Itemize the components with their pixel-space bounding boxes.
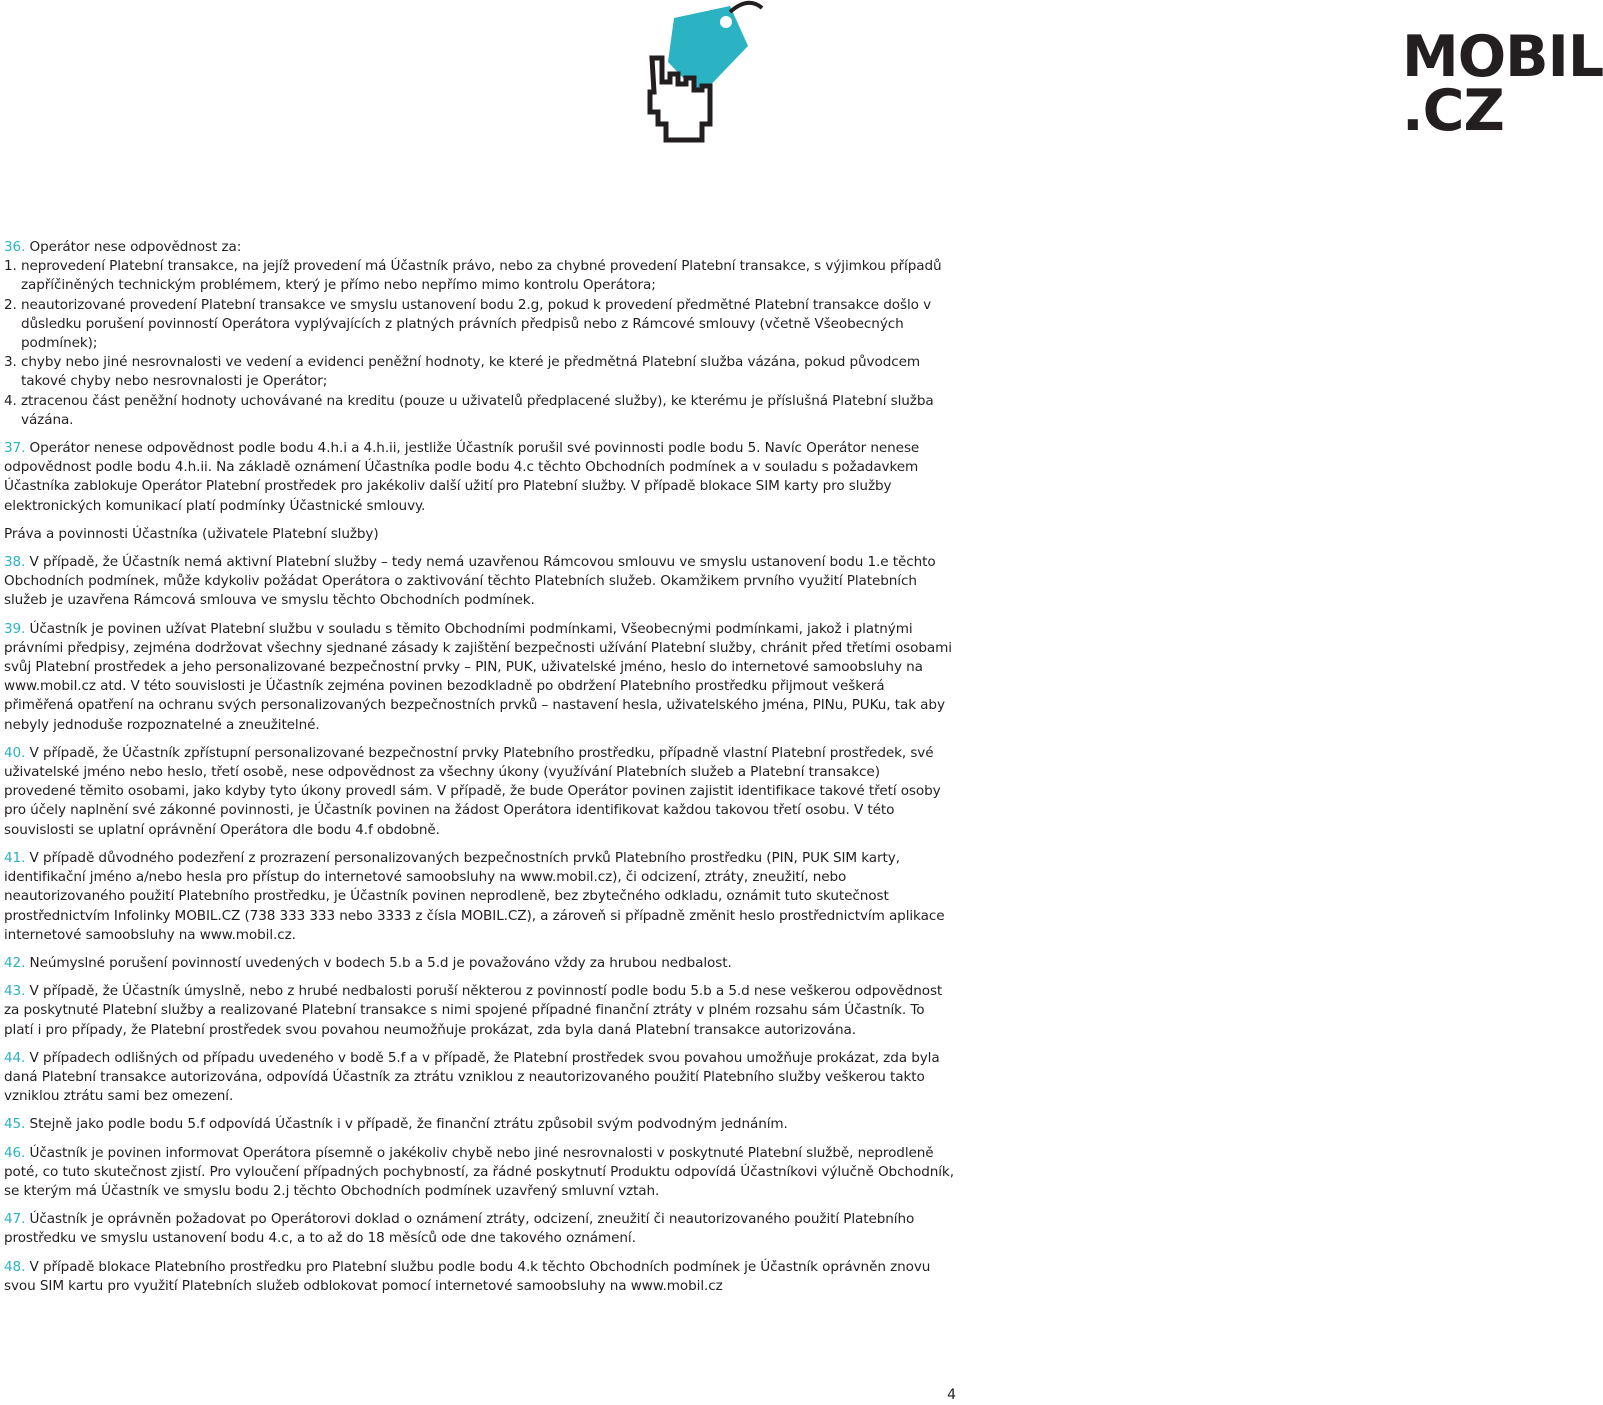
clause-text: Účastník je povinen užívat Platební službu v souladu s těmito Obchodními podmínkami, Všeobecnými podmínkami, jakož i platnými právními předpisy, zejména dodržovat všechny sjednané zásady k zajištění bezpečnosti užívání Platební služby, chránit před třetími osobami svůj Platební prostředek a jeho personalizované bezpečnostní prvky – PIN, PUK, uživatelské jméno, heslo do internetové samoobsluhy na www.mobil.cz atd. V této souvislosti je Účastník zejména povinen bezodkladně po obdržení Platebního prostředku přijmout veškerá přiměřená opatření na ochranu svých personalizovaných bezpečnostních prvků – nastavení hesla, uživatelského jména, PINu, PUKu, tak aby nebyly jednoduše rozpoznatelné a zneužitelné.: [4, 620, 952, 733]
clause-number: 45.: [4, 1116, 26, 1133]
clause-36: [4, 238, 954, 257]
clause-46: [4, 1144, 954, 1202]
clause-number: 37.: [4, 440, 26, 457]
clause-number: 42.: [4, 954, 26, 971]
clause-number: 38.: [4, 554, 26, 571]
clause-text: Operátor nenese odpovědnost podle bodu 4.h.i a 4.h.ii, jestliže Účastník porušil své povinnosti podle bodu 5. Navíc Operátor nenese odpovědnost podle bodu 4.h.ii. Na základě oznámení Účastníka podle bodu 4.c těchto Obchodních podmínek a v souladu s požadavkem Účastníka zablokuje Operátor Platební prostředek pro jakékoliv další užití pro Platební služby. V případě blokace SIM karty pro služby elektronických komunikací platí podmínky Účastnické smlouvy.: [4, 440, 920, 514]
clause-number: 43.: [4, 983, 26, 1000]
clause-text: Operátor nese odpovědnost za:: [25, 239, 242, 255]
clause-42: [4, 954, 954, 973]
clause-text: Účastník je povinen informovat Operátora písemně o jakékoliv chybě nebo jiné nesrovnalosti v poskytnuté Platební službě, neprodleně poté, co tuto skutečnost zjistí. Pro vyloučení případných pochybností, za řádné poskytnutí Produktu odpovídá Účastníkovi výlučně Obchodník, se kterým má Účastník ve smyslu bodu 2.j těchto Obchodních podmínek uzavřený smluvní vztah.: [4, 1144, 954, 1199]
clause-44: [4, 1049, 954, 1107]
clause-number: 46.: [4, 1144, 26, 1161]
item-text: chyby nebo jiné nesrovnalosti ve vedení a evidenci peněžní hodnoty, ke které je předmětná Platební služba vázána, pokud původcem takové chyby nebo nesrovnalosti je Operátor;: [16, 354, 921, 390]
clause-number: 41.: [4, 849, 26, 866]
price-tag-hand-icon: [630, 0, 800, 160]
clause-number: 48.: [4, 1258, 26, 1275]
item-text: neautorizované provedení Platební transakce ve smyslu ustanovení bodu 2.g, pokud k provedení předmětné Platební transakce došlo v důsledku porušení povinností Operátora vyplývajících z platných právních předpisů nebo z Rámcové smlouvy (včetně Všeobecných podmínek);: [16, 296, 932, 352]
section-heading: Práva a povinnosti Účastníka (uživatele Platební služby): [4, 525, 379, 542]
clause-45: [4, 1115, 954, 1134]
clause-text: V případě blokace Platebního prostředku pro Platební službu podle bodu 4.k těchto Obchodních podmínek je Účastník oprávněn znovu svou SIM kartu pro využití Platebních služeb odblokovat pomocí internetové samoobsluhy na www.mobil.cz: [4, 1258, 931, 1294]
item-number: 3.: [4, 354, 17, 371]
clause-number: 47.: [4, 1211, 26, 1228]
clause-36-item-1: [4, 257, 954, 295]
item-text: neprovedení Platební transakce, na jejíž provedení má Účastník právo, nebo za chybné provedení Platební transakce, s výjimkou případů zapříčiněných technickým problémem, který je přímo nebo nepřímo mimo kontrolu Operátora;: [16, 258, 942, 294]
item-text: ztracenou část peněžní hodnoty uchovávané na kreditu (pouze u uživatelů předplacené služby), ke kterému je příslušná Platební služba vázána.: [16, 392, 934, 428]
mobil-cz-logo: [630, 0, 1603, 160]
clause-36-item-4: [4, 392, 954, 430]
clause-37: [4, 439, 954, 516]
item-number: 1.: [4, 258, 17, 275]
logo-text-cz: .CZ: [1402, 78, 1504, 144]
item-number: 4.: [4, 392, 17, 409]
clause-41: [4, 849, 954, 945]
clause-text: Stejně jako podle bodu 5.f odpovídá Účastník i v případě, že finanční ztrátu způsobil svým podvodným jednáním.: [25, 1116, 788, 1133]
clause-text: V případě, že Účastník úmyslně, nebo z hrubé nedbalosti poruší některou z povinností podle bodu 5.b a 5.d nese veškerou odpovědnost za poskytnuté Platební služby a realizované Platební transakce s nimi spojené případné finanční ztráty v plném rozsahu sám Účastník. To platí i pro případy, že Platební prostředek svou povahou neumožňuje prokázat, zda byla daná Platební transakce autorizována.: [4, 983, 943, 1038]
clause-39: [4, 620, 954, 735]
clause-number: 44.: [4, 1049, 26, 1066]
clause-47: [4, 1210, 954, 1248]
logo-text-mobil: MOBIL: [1402, 24, 1603, 90]
clause-48: [4, 1258, 954, 1296]
clause-text: V případě, že Účastník nemá aktivní Platební služby – tedy nemá uzavřenou Rámcovou smlouvu ve smyslu ustanovení bodu 1.e těchto Obchodních podmínek, může kdykoliv požádat Operátora o zaktivování těchto Platebních služeb. Okamžikem prvního využití Platebních služeb je uzavřena Rámcová smlouva ve smyslu těchto Obchodních podmínek.: [4, 554, 936, 609]
clause-43: [4, 982, 954, 1040]
terms-content: [4, 238, 954, 1296]
clause-text: V případech odlišných od případu uvedeného v bodě 5.f a v případě, že Platební prostředek svou povahou umožňuje prokázat, zda byla daná Platební transakce autorizována, odpovídá Účastník za ztrátu vzniklou z neautorizovaného použití Platebního služby veškerou takto vzniklou ztrátu sami bez omezení.: [4, 1049, 940, 1105]
clause-text: V případě důvodného podezření z prozrazení personalizovaných bezpečnostních prvků Platebního prostředku (PIN, PUK SIM karty, identifikační jméno a/nebo hesla pro přístup do internetové samoobsluhy na www.mobil.cz), či odcizení, ztráty, zneužití, nebo neautorizovaného použití Platebního prostředku, je Účastník povinen neprodleně, bez zbytečného odkladu, oznámit tuto skutečnost prostřednictvím Infolinky MOBIL.CZ (738 333 333 nebo 3333 z čísla MOBIL.CZ), a zároveň si případně změnit heslo prostřednictvím aplikace internetové samoobsluhy na www.mobil.cz.: [4, 849, 945, 943]
clause-text: Účastník je oprávněn požadovat po Operátorovi doklad o oznámení ztráty, odcizení, zneužití či neautorizovaného použití Platebního prostředku ve smyslu ustanovení bodu 4.c, a to až do 18 měsíců ode dne takového oznámení.: [4, 1211, 915, 1247]
clause-text: Neúmyslné porušení povinností uvedených v bodech 5.b a 5.d je považováno vždy za hrubou nedbalost.: [25, 954, 732, 971]
clause-number: 40.: [4, 744, 26, 761]
clause-36-item-3: [4, 353, 954, 391]
clause-36-item-2: [4, 296, 954, 354]
clause-text: V případě, že Účastník zpřístupní personalizované bezpečnostní prvky Platebního prostředku, případně vlastní Platební prostředek, své uživatelské jméno nebo heslo, třetí osobě, nese odpovědnost za všechny úkony (využívání Platebních služeb a Platební transakce) provedené těmito osobami, jako kdyby tyto úkony provedl sám. V případě, že bude Operátor povinen zajistit identifikace takové třetí osoby pro účely naplnění své zákonné povinnosti, je Účastník povinen na žádost Operátora identifikovat každou takovou třetí osobu. V této souvislosti se uplatní oprávnění Operátora dle bodu 4.f obdobně.: [4, 744, 941, 838]
item-number: 2.: [4, 296, 17, 313]
clause-number: 39.: [4, 620, 26, 637]
clause-40: [4, 744, 954, 840]
clause-38: [4, 553, 954, 611]
page-number: 4: [947, 1387, 956, 1403]
clause-number: 36.: [4, 239, 26, 255]
